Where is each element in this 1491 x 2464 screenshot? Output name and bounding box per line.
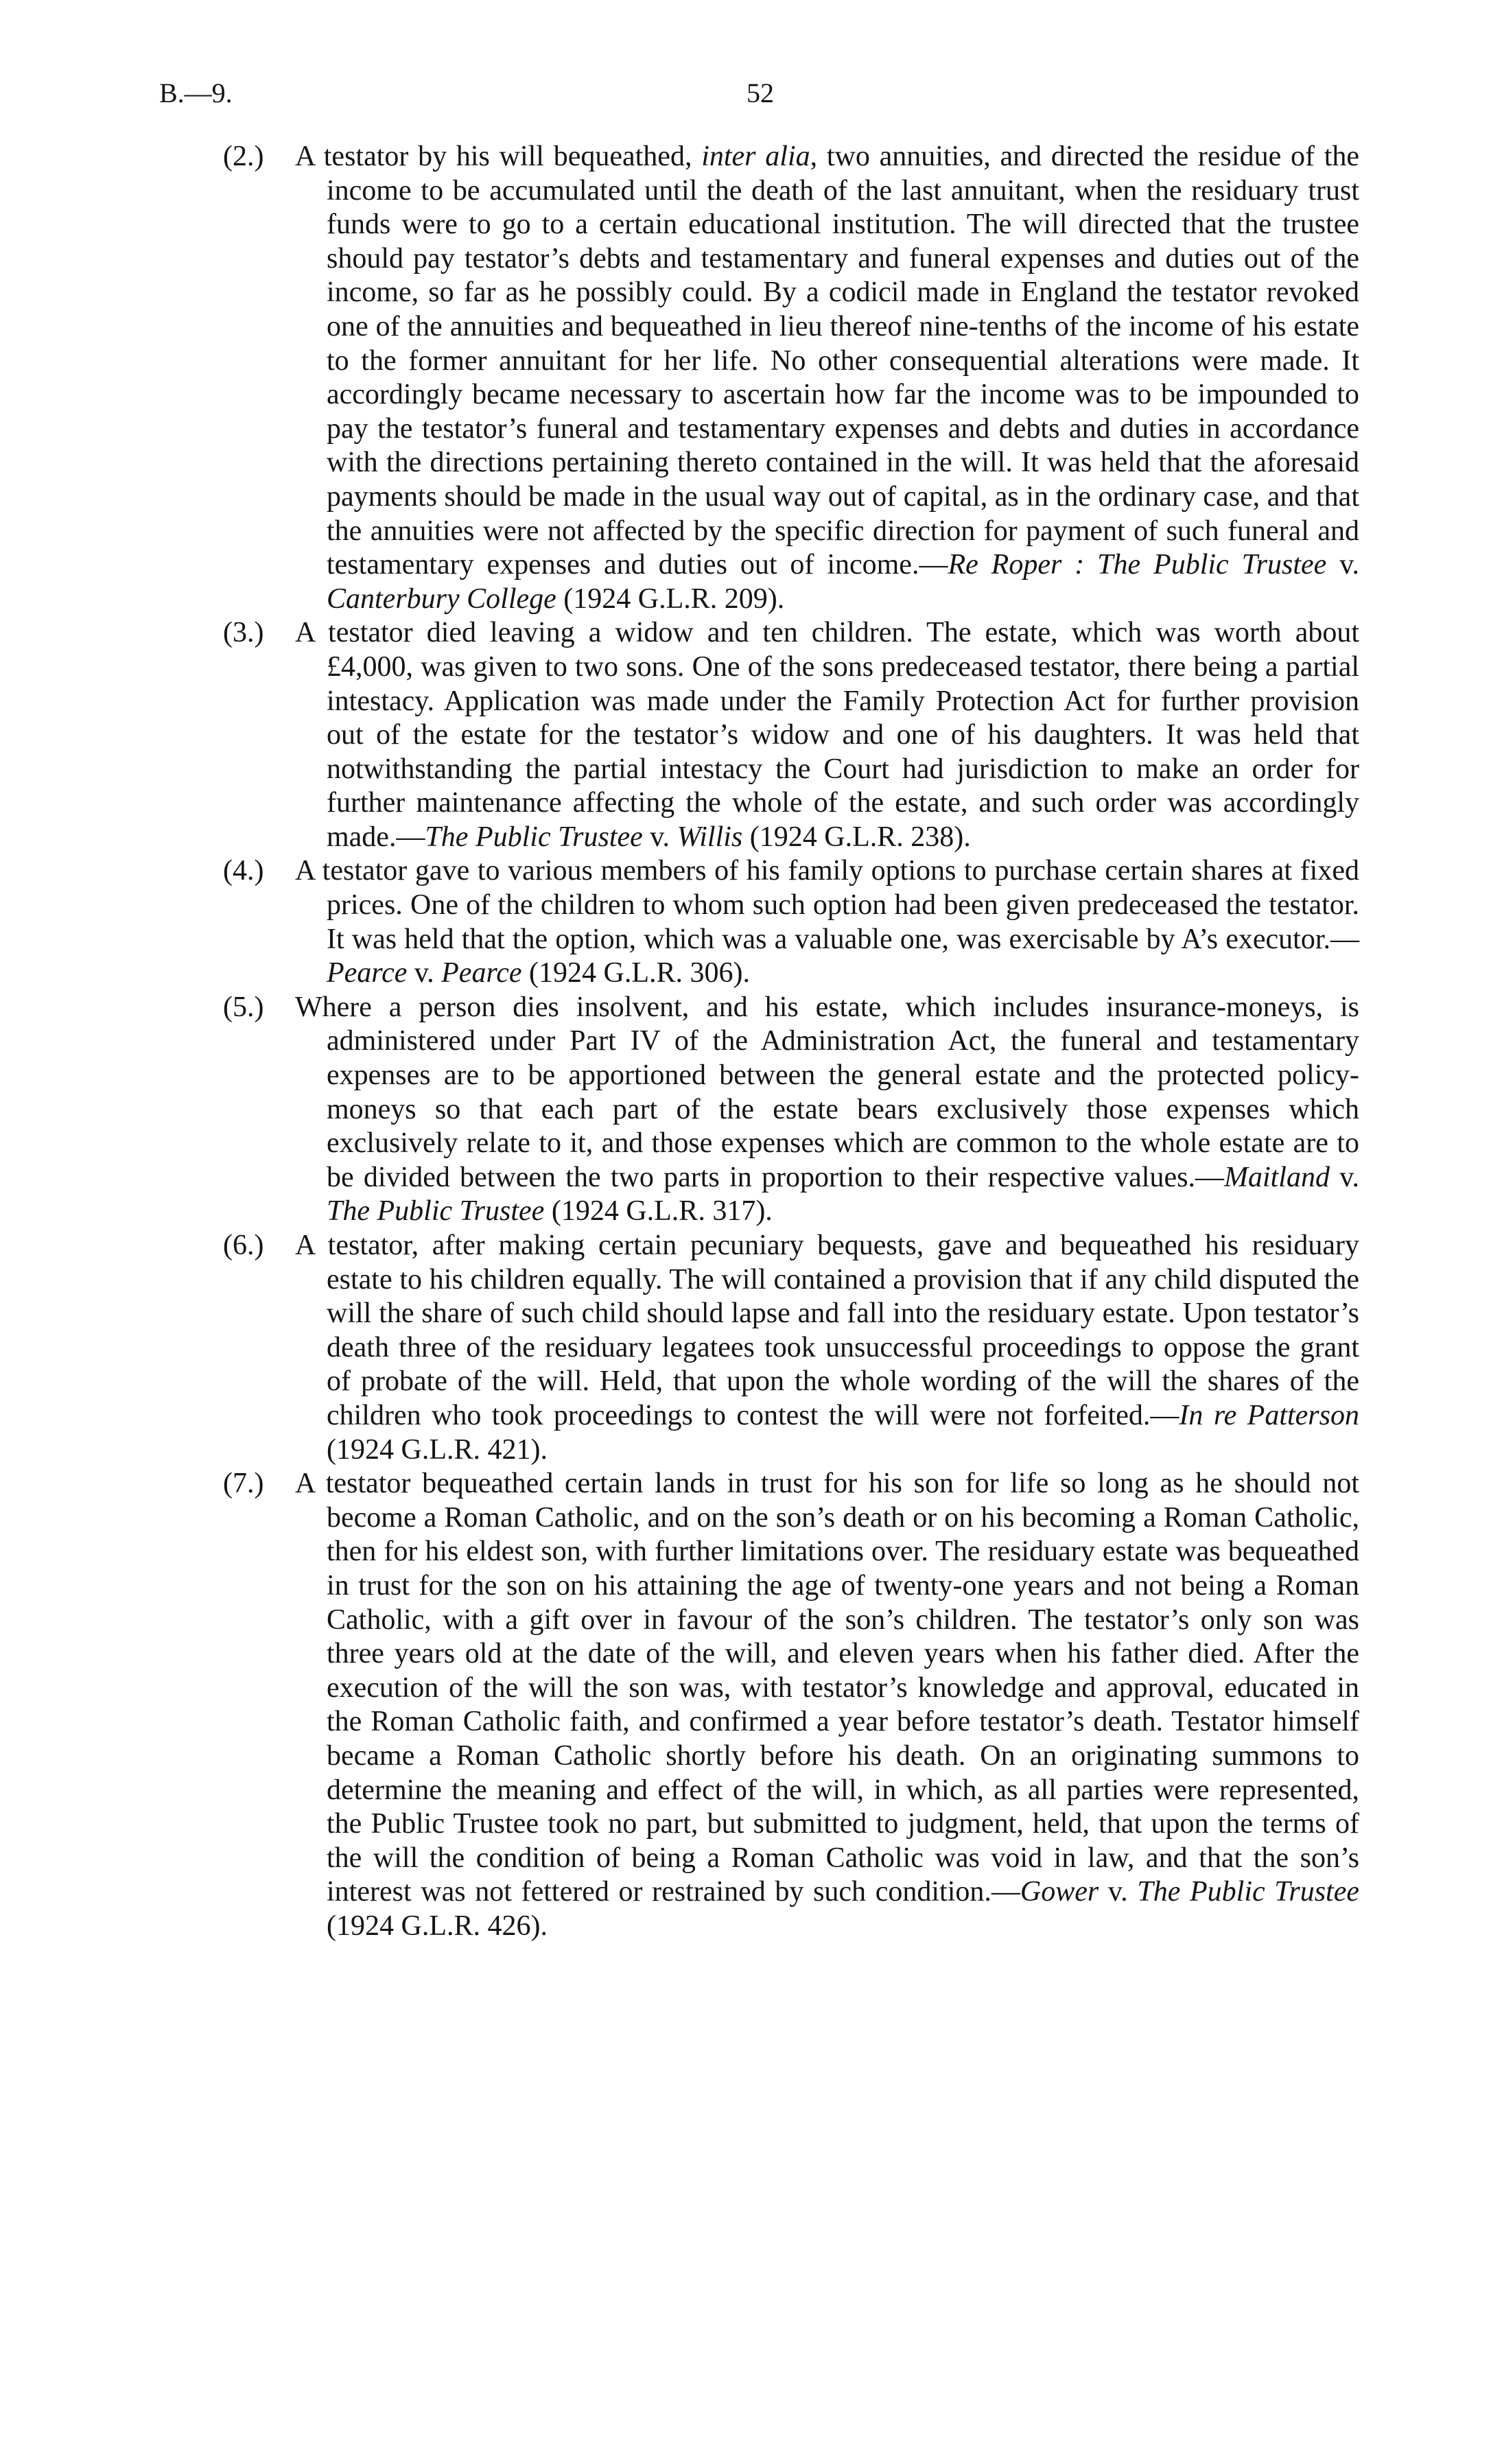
document-reference: B.—9. (159, 78, 233, 108)
case-paragraph (0, 991, 1491, 1229)
text-run: A testator gave to various members of his family options to purchase certain shares at fixed prices. One of the children to whom such option had been given predeceased the testator. It was held that the option, which was a valuable one, was exercisable by A’s executor.— (295, 855, 1359, 955)
case-citation: Pearce (441, 957, 522, 989)
case-paragraph (0, 616, 1491, 854)
paragraph-number: (3.) (223, 617, 264, 649)
case-paragraph (0, 1467, 1491, 1943)
case-citation: Re Roper : The Public Trustee (948, 549, 1327, 581)
text-run: (1924 G.L.R. 238). (742, 821, 971, 853)
document-body (0, 140, 1491, 1943)
text-run: v. (1099, 1876, 1138, 1908)
paragraph-text (295, 140, 1359, 616)
text-run: , two annuities, and directed the residue of the income to be accumulated until the death of the last annuitant, when the residuary trust funds were to go to a certain educational institution. The will directed that the trustee should pay testator’s debts and testamentary and funeral expenses and duties out of the income, so far as he possibly could. By a codicil made in England the testator revoked one of the annuities and bequeathed in lieu thereof nine-tenths of the income of his estate to the former annuitant for her life. No other consequential alterations were made. It accordingly became necessary to ascertain how far the income was to be impounded to pay the testator’s funeral and testamentary expenses and debts and duties in accordance with the directions pertaining thereto contained in the will. It was held that the aforesaid payments should be made in the usual way out of capital, as in the ordinary case, and that the annuities were not affected by the specific direction for payment of such funeral and testamentary expenses and duties out of income.— (327, 141, 1359, 581)
case-citation: Canterbury College (327, 583, 556, 615)
case-citation: inter alia (701, 141, 810, 172)
case-paragraph (0, 854, 1491, 990)
text-run: v. (642, 821, 677, 853)
text-run: A testator, after making certain pecuniary bequests, gave and bequeathed his residuary estate to his children equally. The will contained a provision that if any child disputed the will the share of such child should lapse and fall into the residuary estate. Upon testator’s death three of the residuary legatees took unsuccessful proceedings to oppose the grant of probate of the will. Held, that upon the whole wording of the will the shares of the children who took proceedings to contest the will were not forfeited.— (295, 1230, 1359, 1431)
paragraph-text (295, 1229, 1359, 1467)
case-citation: In re Patterson (1179, 1399, 1359, 1431)
paragraph-text (295, 854, 1359, 990)
paragraph-number: (7.) (223, 1468, 264, 1500)
text-run: (1924 G.L.R. 317). (544, 1195, 773, 1228)
text-run: v. (1326, 549, 1359, 581)
paragraph-text (295, 1467, 1359, 1943)
text-run: (1924 G.L.R. 306). (521, 957, 751, 989)
case-citation: Pearce (327, 957, 408, 989)
case-citation: Gower (1020, 1876, 1099, 1908)
page-number: 52 (747, 78, 774, 108)
case-citation: The Public Trustee (1137, 1876, 1359, 1908)
paragraph-text (295, 616, 1359, 854)
paragraph-number: (4.) (223, 855, 264, 887)
paragraph-number: (6.) (223, 1230, 264, 1261)
text-run: v. (1329, 1161, 1359, 1193)
text-run: (1924 G.L.R. 426). (327, 1910, 548, 1942)
text-run: A testator bequeathed certain lands in trust for his son for life so long as he should not become a Roman Catholic, and on the son’s death or on his becoming a Roman Catholic, then for his eldest son, with further limitations over. The residuary estate was bequeathed in trust for the son on his attaining the age of twenty-one years and not being a Roman Catholic, with a gift over in favour of the son’s children. The testator’s only son was three years old at the date of the will, and eleven years when his father died. After the execution of the will the son was, with testator’s knowledge and approval, educated in the Roman Catholic faith, and confirmed a year before testator’s death. Testator himself became a Roman Catholic shortly before his death. On an originating summons to determine the meaning and effect of the will, in which, as all parties were represented, the Public Trustee took no part, but submitted to judgment, held, that upon the terms of the will the condition of being a Roman Catholic was void in law, and that the son’s interest was not fettered or restrained by such condition.— (295, 1468, 1359, 1908)
case-citation: The Public Trustee (425, 821, 643, 853)
text-run: (1924 G.L.R. 209). (556, 583, 785, 615)
text-run: Where a person dies insolvent, and his estate, which includes insurance-moneys, is administered under Part IV of the Administration Act, the funeral and testamentary expenses are to be apportioned between the general estate and the protected policy-moneys so that each part of the estate bears exclusively those expenses which exclusively relate to it, and those expenses which are common to the whole estate are to be divided between the two parts in proportion to their respective values.— (295, 991, 1359, 1193)
text-run: (1924 G.L.R. 421). (327, 1433, 548, 1466)
paragraph-number: (2.) (223, 141, 264, 172)
case-paragraph (0, 1229, 1491, 1467)
page-header (0, 71, 1491, 119)
text-run: A testator by his will bequeathed, (295, 141, 702, 172)
case-citation: Willis (677, 821, 743, 853)
text-run: v. (407, 957, 442, 989)
paragraph-number: (5.) (223, 991, 264, 1023)
case-citation: Maitland (1223, 1161, 1330, 1193)
case-citation: The Public Trustee (327, 1195, 545, 1228)
paragraph-text (295, 991, 1359, 1229)
case-paragraph (0, 140, 1491, 616)
text-run: A testator died leaving a widow and ten children. The estate, which was worth about £4,000, was given to two sons. One of the sons predeceased testator, there being a partial intestacy. Application was made under the Family Protection Act for further provision out of the estate for the testator’s widow and one of his daughters. It was held that notwithstanding the partial intestacy the Court had jurisdiction to make an order for further maintenance affecting the whole of the estate, and such order was accordingly made.— (295, 617, 1359, 853)
